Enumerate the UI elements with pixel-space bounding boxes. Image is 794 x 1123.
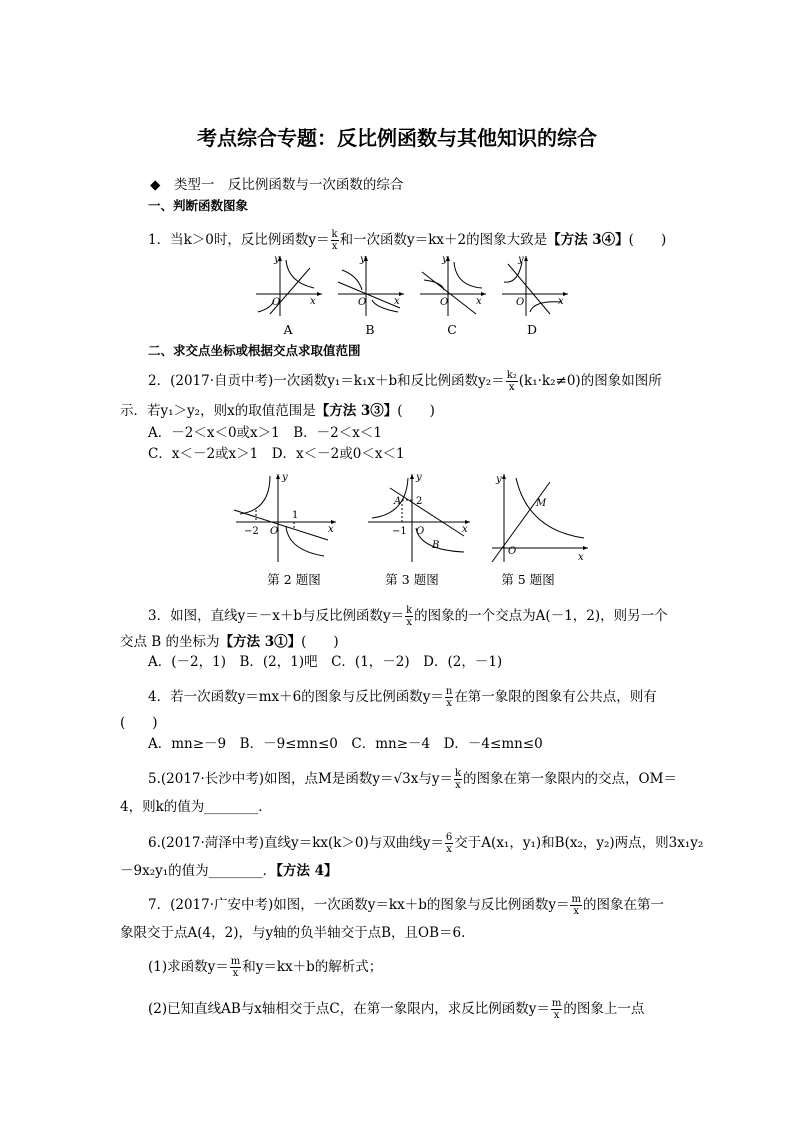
question-7-cont: 象限交于点A(4，2)，与y轴的负半轴交于点B，且OB＝6. [120, 925, 466, 941]
question-4: 4．若一次函数y＝mx＋6的图象与反比例函数y＝ $\frac{n}{x}$ 在第一象限的图象有公共点，则有 [148, 686, 657, 709]
figure-q5 [488, 470, 592, 570]
svg-text:x: x [328, 524, 334, 535]
svg-text:y: y [416, 472, 422, 483]
page-title: 考点综合专题：反比例函数与其他知识的综合 [197, 126, 597, 150]
question-5: 5.(2017·长沙中考)如图，点M是函数y＝√3x与y＝ $\frac{k}{x}$ 的图象在第一象限内的交点，OM＝ [148, 768, 677, 791]
svg-text:x: x [394, 296, 400, 307]
section1-heading: 一、判断函数图象 [148, 198, 249, 213]
svg-text:O: O [508, 546, 517, 557]
option-a-label: A [283, 322, 293, 337]
question-6-cont: －9x₂y₁的值为________．【方法 4】 [120, 863, 338, 879]
figure-2-caption: 第 2 题图 [267, 572, 321, 587]
question-3-options: A．(－2，1) B．(2，1)吧 C．(1，－2) D．(2，－1) [148, 654, 503, 670]
fraction: $\frac{n}{x}$ [445, 686, 453, 709]
svg-text:x: x [578, 552, 584, 563]
svg-text:y: y [442, 254, 448, 265]
svg-text:O: O [272, 297, 281, 308]
question-7-part-1: (1)求函数y＝ $\frac{m}{x}$ 和y＝kx＋b的解析式； [148, 956, 383, 979]
svg-text:O: O [270, 526, 279, 537]
question-4-options: A．mn≥－9 B．－9≤mn≤0 C．mn≥－4 D．－4≤mn≤0 [148, 736, 543, 752]
q1-graph-b [334, 252, 406, 322]
q1-graph-d [498, 252, 570, 322]
question-1: 1．当k＞0时，反比例函数y＝ $\frac{k}{x}$ 和一次函数y＝kx＋2的图象大致是【方法 3④】( ) [148, 229, 667, 252]
section2-heading: 二、求交点坐标或根据交点求取值范围 [148, 343, 361, 358]
svg-text:−2: −2 [244, 526, 259, 537]
svg-text:2: 2 [416, 496, 423, 507]
fraction: $\frac{k}{x}$ [406, 605, 413, 628]
fraction: $\frac{\text{k₂}}{x}$ [506, 370, 517, 393]
svg-text:A: A [394, 496, 402, 507]
svg-text:O: O [516, 297, 525, 308]
svg-text:−1: −1 [392, 526, 407, 537]
q1-graph-c [416, 252, 488, 322]
svg-text:x: x [462, 524, 468, 535]
svg-text:M: M [536, 498, 547, 509]
figure-5-caption: 第 5 题图 [501, 572, 555, 587]
option-d-label: D [526, 322, 538, 337]
question-3-cont: 交点 B 的坐标为【方法 3①】( ) [120, 634, 339, 650]
svg-text:x: x [476, 296, 482, 307]
svg-text:O: O [440, 297, 449, 308]
question-4-cont: ( ) [120, 715, 158, 731]
fraction: $\frac{m}{x}$ [551, 998, 562, 1021]
figure-q2 [232, 470, 340, 570]
svg-text:x: x [558, 296, 564, 307]
svg-text:x: x [310, 296, 316, 307]
question-2-options-cd: C．x＜－2或x＞1 D．x＜－2或0＜x＜1 [148, 446, 405, 462]
svg-text:y: y [360, 254, 366, 265]
svg-text:y: y [282, 472, 288, 483]
question-7: 7．(2017·广安中考)如图，一次函数y＝kx＋b的图象与反比例函数y＝ $\frac{m}{x}$ 的图象在第一 [148, 894, 664, 917]
figure-q3 [364, 470, 474, 570]
question-2: 2．(2017·自贡中考)一次函数y₁＝k₁x＋b和反比例函数y₂＝ $\frac{\text{k₂}}{x}$ (k₁·k₂≠0)的图象如图所 [148, 370, 662, 393]
fraction: $\frac{k}{x}$ [454, 768, 462, 791]
type1-heading: ◆ 类型一 反比例函数与一次函数的综合 [150, 177, 404, 193]
svg-text:y: y [274, 254, 280, 265]
question-6: 6.(2017·菏泽中考)直线y＝kx(k＞0)与双曲线y＝ $\frac{6}{x}$ 交于A(x₁，y₁)和B(x₂，y₂)两点，则3x₁y₂ [148, 832, 704, 855]
option-b-label: B [365, 322, 375, 337]
figure-3-caption: 第 3 题图 [385, 572, 439, 587]
fraction: $\frac{6}{x}$ [445, 832, 453, 855]
fraction: $\frac{m}{x}$ [230, 956, 241, 979]
option-c-label: C [447, 322, 457, 337]
svg-text:y: y [496, 474, 502, 485]
question-5-cont: 4，则k的值为________． [120, 799, 272, 815]
question-2-cont: 示．若y₁＞y₂，则x的取值范围是【方法 3③】( ) [120, 403, 435, 419]
svg-text:O: O [358, 297, 367, 308]
question-2-options-ab: A．－2＜x＜0或x＞1 B．－2＜x＜1 [148, 425, 382, 441]
svg-text:1: 1 [292, 510, 299, 521]
svg-text:B: B [432, 540, 440, 551]
svg-text:y: y [518, 254, 524, 265]
question-7-part-2: (2)已知直线AB与x轴相交于点C，在第一象限内，求反比例函数y＝ $\frac{m}{x}$ 的图象上一点 [148, 998, 645, 1021]
fraction: $\frac{m}{x}$ [571, 894, 581, 917]
fraction: $\frac{k}{x}$ [331, 229, 338, 252]
question-3: 3．如图，直线y＝－x＋b与反比例函数y＝ $\frac{k}{x}$ 的图象的一个交点为A(－1，2)，则另一个 [148, 605, 668, 628]
q1-graph-a [252, 252, 324, 322]
svg-text:O: O [416, 526, 425, 537]
